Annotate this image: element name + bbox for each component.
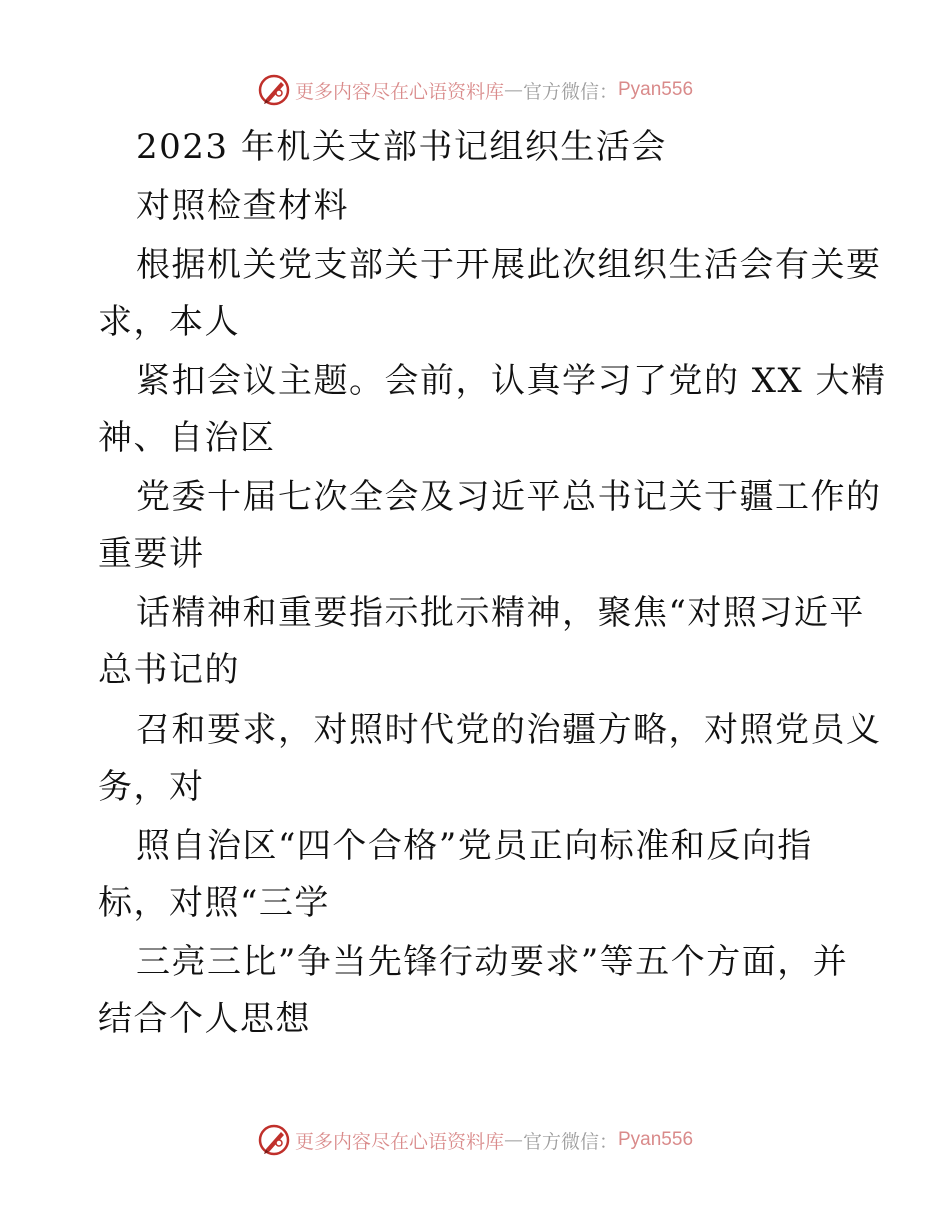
banner-wechat-id: Pyan556 [618, 1129, 694, 1150]
document-title: 2023 年机关支部书记组织生活会 [136, 127, 667, 167]
header-banner [0, 70, 950, 110]
paragraph-line: 根据机关党支部关于开展此次组织生活会有关要 [136, 245, 882, 285]
paragraph-line: 结合个人思想 [98, 999, 311, 1039]
footer-banner [0, 1120, 950, 1160]
pen-logo-icon [257, 73, 291, 107]
pen-logo-icon [257, 1123, 291, 1157]
paragraph-line: 照自治区“四个合格”党员正向标准和反向指 [136, 826, 813, 866]
paragraph-line: 总书记的 [98, 650, 240, 690]
banner-wechat-label: 官方微信： [522, 1130, 618, 1153]
paragraph-line: 党委十届七次全会及习近平总书记关于疆工作的 [136, 477, 882, 517]
paragraph-line: 召和要求，对照时代党的治疆方略，对照党员义 [136, 710, 882, 750]
paragraph-line: 标，对照“三学 [98, 883, 330, 923]
paragraph-line: 紧扣会议主题。会前，认真学习了党的 XX 大精 [136, 361, 887, 401]
paragraph-line: 三亮三比”争当先锋行动要求”等五个方面，并 [136, 942, 849, 982]
banner-dash: — [503, 1129, 523, 1151]
banner-dash: — [503, 79, 523, 101]
document-subtitle: 对照检查材料 [136, 186, 349, 226]
banner-text: 更多内容尽在心语资料库 [294, 1130, 504, 1153]
banner-wechat-label: 官方微信： [522, 80, 618, 103]
paragraph-line: 神、自治区 [98, 418, 276, 458]
paragraph-line: 务，对 [98, 767, 205, 807]
banner-wechat-id: Pyan556 [618, 79, 694, 100]
paragraph-line: 话精神和重要指示批示精神，聚焦“对照习近平 [136, 593, 865, 633]
paragraph-line: 求，本人 [98, 302, 240, 342]
paragraph-line: 重要讲 [98, 534, 205, 574]
banner-text: 更多内容尽在心语资料库 [294, 80, 504, 103]
